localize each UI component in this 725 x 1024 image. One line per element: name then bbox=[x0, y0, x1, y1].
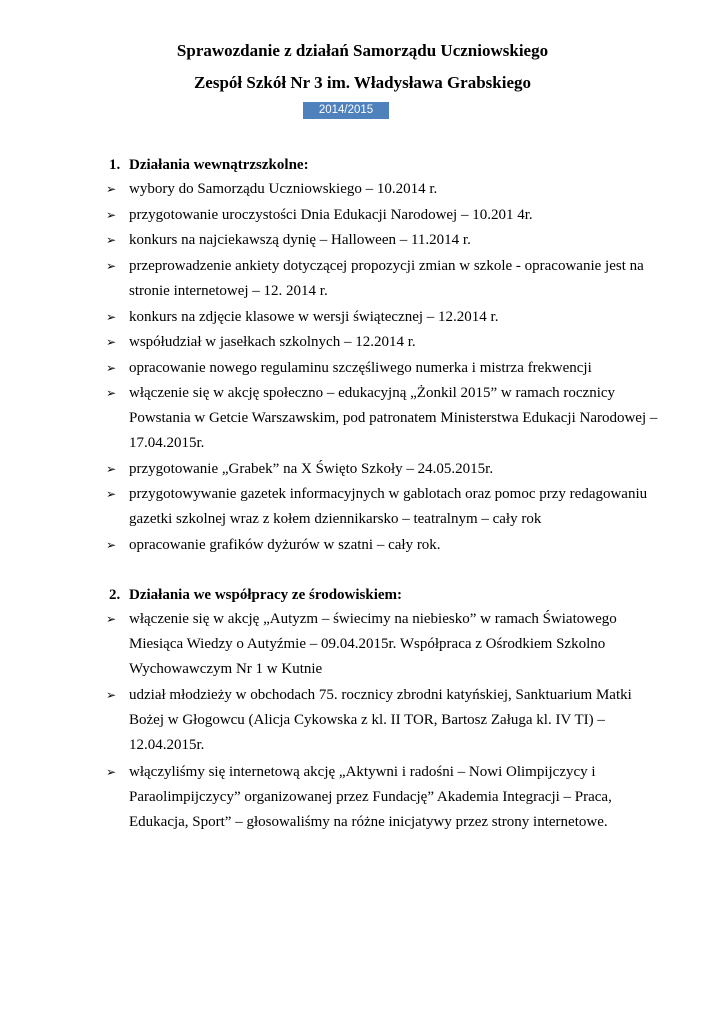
arrow-bullet-icon: ➢ bbox=[106, 386, 117, 400]
arrow-bullet-icon: ➢ bbox=[106, 361, 117, 375]
list-item: ➢ przygotowanie uroczystości Dnia Edukacji Narodowej – 10.201 4r. bbox=[106, 203, 666, 228]
school-name: Zespół Szkół Nr 3 im. Władysława Grabskiego bbox=[193, 73, 532, 92]
arrow-bullet-icon: ➢ bbox=[106, 765, 117, 779]
arrow-bullet-icon: ➢ bbox=[106, 538, 117, 552]
document-title: Sprawozdanie z działań Samorządu Uczniowskiego bbox=[176, 41, 549, 60]
list-item: ➢ przeprowadzenie ankiety dotyczącej propozycji zmian w szkole - opracowanie jest na stronie internetowej – 12. 2014 r. bbox=[106, 254, 666, 304]
list-item: ➢ włączyliśmy się internetową akcję „Aktywni i radośni – Nowi Olimpijczycy i Paraolimpijczycy” organizowanej przez Fundację” Akademia Integracji – Praca, Edukacja, Sport” – głosowaliśmy na różne inicjatywy przez strony internetowe. bbox=[106, 760, 666, 835]
arrow-bullet-icon: ➢ bbox=[106, 259, 117, 273]
list-item: ➢ opracowanie nowego regulaminu szczęśliwego numerka i mistrza frekwencji bbox=[106, 356, 666, 381]
year-badge: 2014/2015 bbox=[303, 102, 389, 119]
list-item: ➢ przygotowanie „Grabek” na X Święto Szkoły – 24.05.2015r. bbox=[106, 457, 666, 482]
section-number: 2. bbox=[109, 587, 121, 603]
arrow-bullet-icon: ➢ bbox=[106, 462, 117, 476]
list-item: ➢ konkurs na zdjęcie klasowe w wersji świątecznej – 12.2014 r. bbox=[106, 305, 666, 330]
arrow-bullet-icon: ➢ bbox=[106, 208, 117, 222]
list-item: ➢ konkurs na najciekawszą dynię – Halloween – 11.2014 r. bbox=[106, 228, 666, 253]
arrow-bullet-icon: ➢ bbox=[106, 310, 117, 324]
list-item: ➢ wybory do Samorządu Uczniowskiego – 10.2014 r. bbox=[106, 177, 666, 202]
list-item: ➢ włączenie się w akcję „Autyzm – świecimy na niebiesko” w ramach Światowego Miesiąca Wiedzy o Autyźmie – 09.04.2015r. Współpraca z Ośrodkiem Szkolno Wychowawczym Nr 1 w Kutnie bbox=[106, 607, 666, 682]
arrow-bullet-icon: ➢ bbox=[106, 487, 117, 501]
section-title: Działania wewnątrzszkolne: bbox=[129, 157, 309, 173]
list-item: ➢ współudział w jasełkach szkolnych – 12.2014 r. bbox=[106, 330, 666, 355]
section-title: Działania we współpracy ze środowiskiem: bbox=[129, 587, 403, 603]
arrow-bullet-icon: ➢ bbox=[106, 688, 117, 702]
arrow-bullet-icon: ➢ bbox=[106, 612, 117, 626]
list-item: ➢ włączenie się w akcję społeczno – edukacyjną „Żonkil 2015” w ramach rocznicy Powstania w Getcie Warszawskim, pod patronatem Ministerstwa Edukacji Narodowej – 17.04.2015r. bbox=[106, 381, 666, 456]
arrow-bullet-icon: ➢ bbox=[106, 182, 117, 196]
list-item: ➢ opracowanie grafików dyżurów w szatni – cały rok. bbox=[106, 533, 666, 558]
list-item: ➢ przygotowywanie gazetek informacyjnych w gablotach oraz pomoc przy redagowaniu gazetki szkolnej wraz z kołem dziennikarsko – teatralnym – cały rok bbox=[106, 482, 666, 532]
section-number: 1. bbox=[109, 157, 121, 173]
list-item: ➢ udział młodzieży w obchodach 75. rocznicy zbrodni katyńskiej, Sanktuarium Matki Bożej w Głogowcu (Alicja Cykowska z kl. II TOR, Bartosz Załuga kl. IV TI) – 12.04.2015r. bbox=[106, 683, 666, 758]
arrow-bullet-icon: ➢ bbox=[106, 335, 117, 349]
arrow-bullet-icon: ➢ bbox=[106, 233, 117, 247]
